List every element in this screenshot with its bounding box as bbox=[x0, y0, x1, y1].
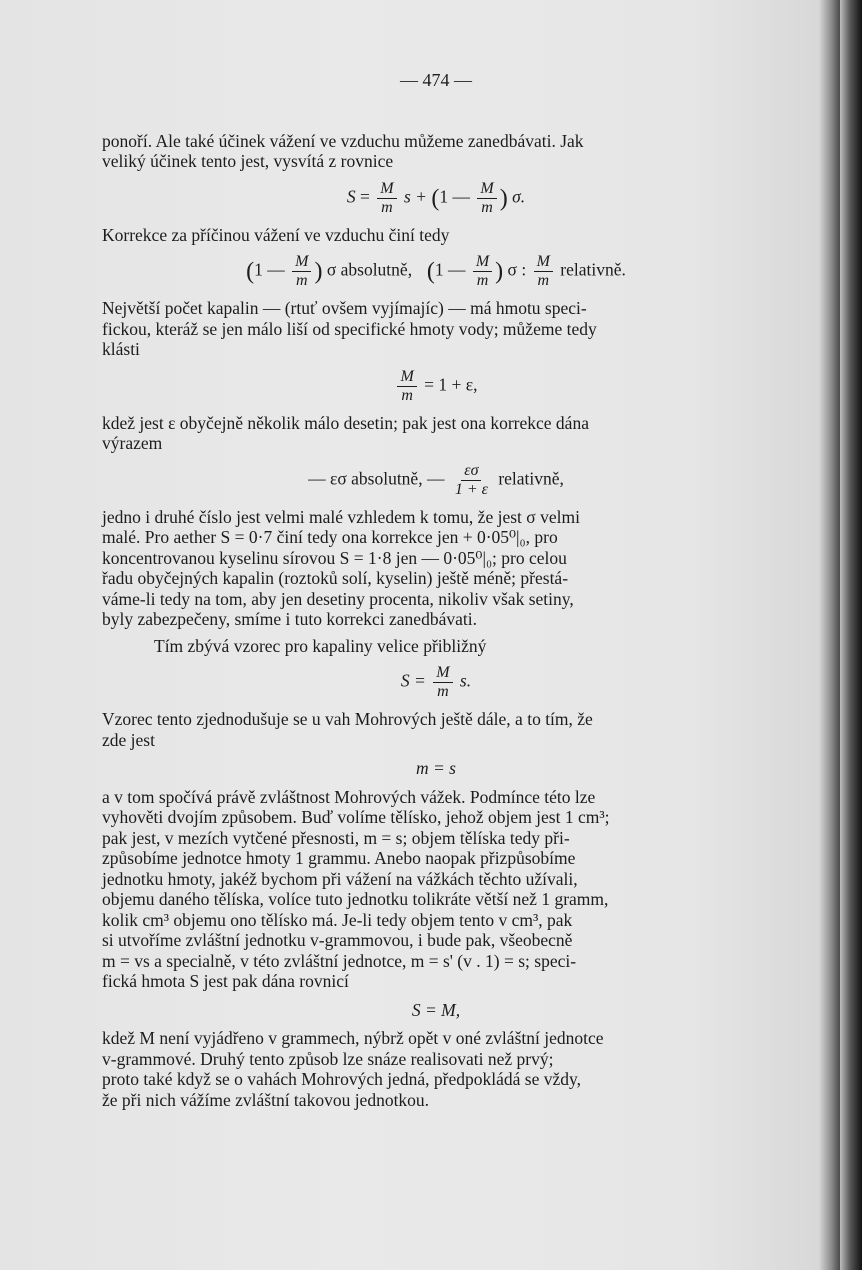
eq-symbol: = bbox=[360, 186, 370, 207]
text-line: výrazem bbox=[102, 433, 163, 453]
paragraph-9 bbox=[102, 1028, 770, 1110]
fraction-denominator: m bbox=[537, 272, 550, 289]
fraction-denominator: m bbox=[295, 272, 308, 289]
fraction bbox=[397, 368, 416, 405]
text-line: malé. Pro aether S = 0·7 činí tedy ona korrekce jen + 0·05⁰|₀, pro bbox=[102, 527, 558, 547]
fraction bbox=[377, 180, 396, 217]
eq-text: relativně, bbox=[498, 468, 564, 489]
equation-2 bbox=[102, 253, 770, 290]
paragraph-6 bbox=[102, 636, 770, 657]
eq-text: σ absolutně, bbox=[326, 259, 413, 280]
text-line: Tím zbývá vzorec pro kapaliny velice přibližný bbox=[154, 635, 487, 656]
fraction-numerator: εσ bbox=[461, 462, 481, 481]
fraction-denominator: m bbox=[437, 683, 449, 700]
eq-symbol: σ. bbox=[512, 186, 526, 207]
paren: ) bbox=[499, 184, 508, 211]
paren: ( bbox=[246, 258, 255, 285]
text-line: a v tom spočívá právě zvláštnost Mohrových vážek. Podmínce této lze bbox=[102, 786, 596, 807]
fraction-numerator: M bbox=[473, 253, 492, 272]
fraction-numerator: M bbox=[292, 253, 311, 272]
fraction bbox=[433, 664, 452, 701]
fraction-denominator: 1 + ε bbox=[454, 480, 488, 498]
paren: ( bbox=[426, 258, 435, 285]
text-line: jednotku hmoty, jakéž bychom při vážení na vážkách těchto užívali, bbox=[102, 868, 578, 889]
fraction bbox=[292, 253, 311, 290]
paragraph-3 bbox=[102, 298, 770, 360]
text-line: si utvoříme zvláštní jednotku v-grammovou, i bude pak, všeobecně bbox=[102, 930, 573, 950]
paren: ) bbox=[495, 258, 504, 285]
text-line: zde jest bbox=[102, 729, 155, 750]
fraction-denominator: m bbox=[476, 272, 489, 289]
page-shadow bbox=[832, 0, 840, 1270]
eq-symbol: 1 — bbox=[439, 186, 470, 207]
equation-7: S = M, bbox=[411, 999, 461, 1020]
fraction-numerator: M bbox=[534, 253, 553, 272]
text-line: ponoří. Ale také účinek vážení ve vzduchu můžeme zanedbávati. Jak bbox=[102, 130, 584, 151]
fraction-numerator: M bbox=[477, 180, 496, 199]
text-line: fickou, kteráž se jen málo liší od specifické hmoty vody; můžeme tedy bbox=[102, 318, 597, 339]
eq-symbol: 1 — bbox=[434, 259, 466, 280]
eq-symbol: s + bbox=[403, 186, 427, 207]
text-line: fická hmota S jest pak dána rovnicí bbox=[102, 971, 349, 991]
paren: ) bbox=[314, 258, 323, 285]
paragraph-1 bbox=[102, 131, 770, 172]
text-line: veliký účinek tento jest, vysvítá z rovnice bbox=[102, 151, 394, 171]
fraction-denominator: m bbox=[401, 386, 413, 404]
paren: ( bbox=[431, 184, 440, 211]
fraction-numerator: M bbox=[377, 180, 396, 199]
text-line: m = vs a specialně, v této zvláštní jednotce, m = s' (v . 1) = s; speci- bbox=[102, 950, 577, 971]
eq-text: = 1 + ε, bbox=[424, 374, 478, 395]
text-line: kdež jest ε obyčejně několik málo desetin; pak jest ona korrekce dána bbox=[102, 412, 589, 433]
text-line: že při nich vážíme zvláštní takovou jednotkou. bbox=[102, 1089, 430, 1110]
paragraph-5 bbox=[102, 507, 770, 630]
eq-symbol: 1 — bbox=[254, 259, 285, 280]
text-line: v-grammové. Druhý tento způsob lze snáze realisovati než prvý; bbox=[102, 1048, 554, 1069]
text-line: řadu obyčejných kapalin (roztoků solí, kyselin) ještě méně; přestá- bbox=[102, 568, 569, 588]
eq-text: σ : bbox=[507, 259, 527, 280]
fraction bbox=[477, 180, 496, 217]
fraction bbox=[534, 253, 553, 290]
text-line: jedno i druhé číslo jest velmi malé vzhledem k tomu, že jest σ velmi bbox=[102, 506, 580, 527]
eq-text: relativně. bbox=[560, 259, 626, 280]
page-number: — 474 — bbox=[400, 70, 472, 90]
equation-6: m = s bbox=[415, 758, 456, 778]
text-line: vyhověti dvojím způsobem. Buď volíme tělísko, jehož objem jest 1 cm³; bbox=[102, 807, 610, 827]
text-line: pak jest, v mezích vytčené přesnosti, m = s; objem tělíska tedy při- bbox=[102, 827, 570, 848]
fraction bbox=[473, 253, 492, 290]
text-line: objemu daného tělíska, volíce tuto jednotku tolikráte větší než 1 gramm, bbox=[102, 889, 609, 909]
page-body bbox=[102, 70, 770, 1110]
fraction-numerator: M bbox=[397, 368, 416, 387]
equation-3 bbox=[102, 368, 770, 405]
fraction-numerator: M bbox=[433, 664, 452, 683]
eq-symbol: s. bbox=[459, 670, 472, 691]
text-line: Korrekce za příčinou vážení ve vzduchu činí tedy bbox=[102, 224, 450, 245]
paragraph-4 bbox=[102, 413, 770, 454]
equation-5 bbox=[102, 664, 770, 701]
text-line: koncentrovanou kyselinu sírovou S = 1·8 jen — 0·05⁰|₀; pro celou bbox=[102, 547, 567, 568]
fraction-denominator: m bbox=[481, 198, 493, 216]
text-line: byly zabezpečeny, smíme i tuto korrekci zanedbávati. bbox=[102, 609, 477, 629]
text-line: kolik cm³ objemu ono tělísko má. Je-li tedy objem tento v cm³, pak bbox=[102, 909, 573, 930]
book-spine bbox=[840, 0, 862, 1270]
fraction bbox=[452, 462, 491, 499]
text-line: Největší počet kapalin — (rtuť ovšem vyjímajíc) — má hmotu speci- bbox=[102, 298, 587, 318]
text-line: váme-li tedy na tom, aby jen desetiny procenta, nikoliv však setiny, bbox=[102, 588, 574, 609]
paragraph-8 bbox=[102, 787, 770, 992]
text-line: proto také když se o vahách Mohrových jedná, předpokládá se vždy, bbox=[102, 1069, 581, 1089]
equation-4 bbox=[102, 462, 770, 499]
paragraph-2 bbox=[102, 225, 770, 246]
equation-1 bbox=[102, 180, 770, 217]
paragraph-7 bbox=[102, 709, 770, 750]
text-line: klásti bbox=[102, 339, 140, 359]
eq-text: — εσ absolutně, — bbox=[308, 468, 445, 489]
text-line: Vzorec tento zjednodušuje se u vah Mohrových ještě dále, a to tím, že bbox=[102, 709, 593, 729]
eq-symbol: S bbox=[346, 186, 356, 207]
text-line: způsobíme jednotce hmoty 1 grammu. Anebo naopak přizpůsobíme bbox=[102, 848, 576, 868]
fraction-denominator: m bbox=[381, 198, 393, 216]
eq-symbol: S = bbox=[400, 670, 426, 691]
text-line: kdež M není vyjádřeno v grammech, nýbrž opět v oné zvláštní jednotce bbox=[102, 1028, 604, 1048]
